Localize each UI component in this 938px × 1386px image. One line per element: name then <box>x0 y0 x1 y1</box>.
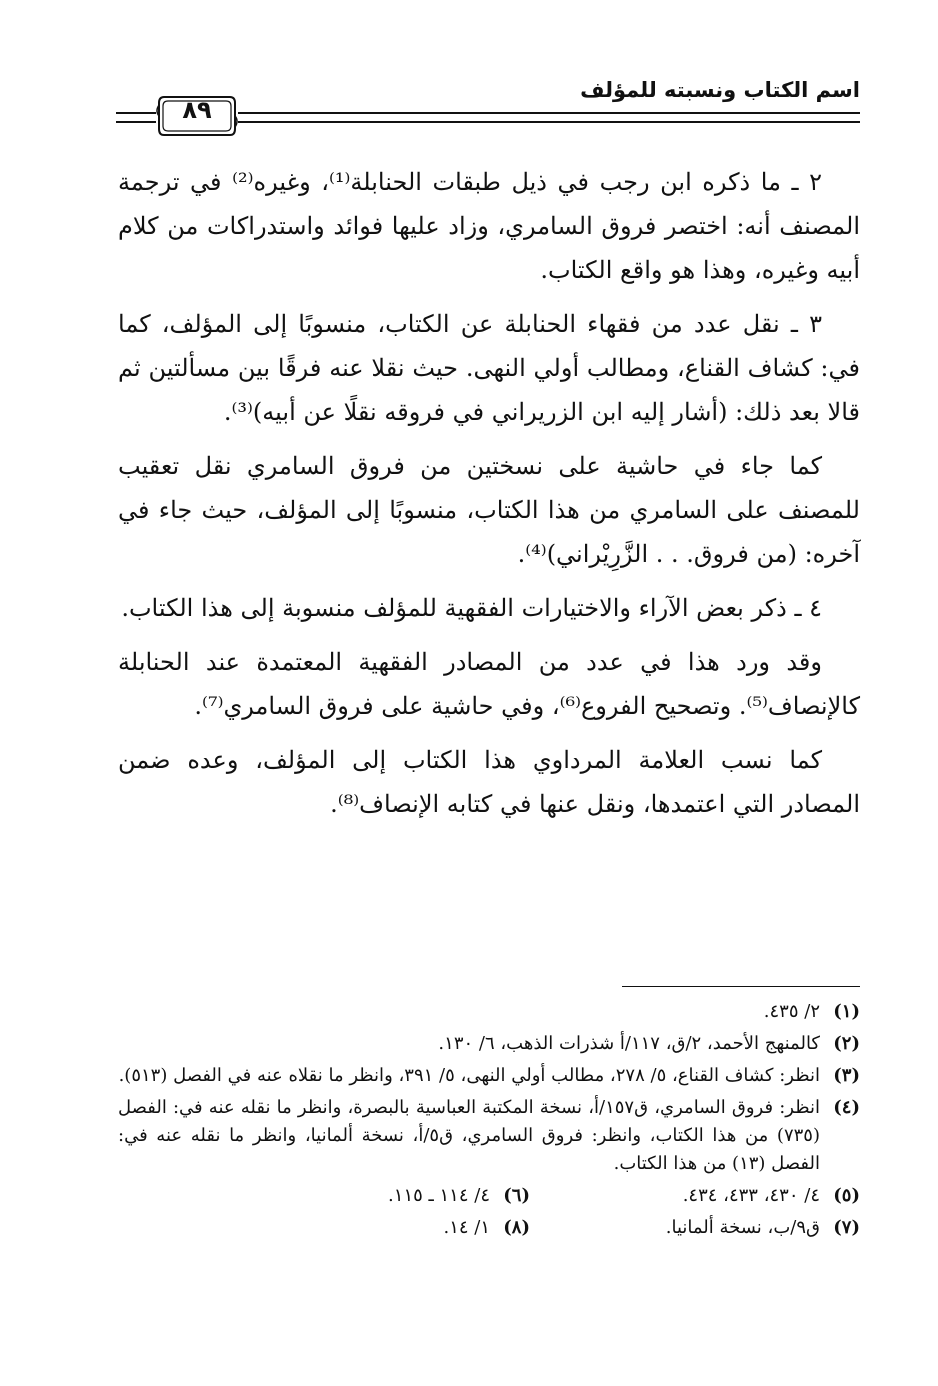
footnote-number: (٢) <box>833 1033 860 1054</box>
footnote-5 <box>530 1182 860 1210</box>
paragraph-mardawi: كما نسب العلامة المرداوي هذا الكتاب إلى المؤلف، وعده ضمن المصادر التي اعتمدها، ونقل عنها في كتابه الإنصاف⁽⁸⁾. <box>118 746 860 818</box>
footnote-2 <box>118 1030 860 1058</box>
page-number-badge <box>156 91 238 141</box>
main-text <box>118 160 860 836</box>
paragraph-sources: وقد ورد هذا في عدد من المصادر الفقهية المعتمدة عند الحنابلة كالإنصاف⁽⁵⁾. وتصحيح الفروع⁽⁶⁾، وفي حاشية على فروق السامري⁽⁷⁾. <box>118 648 860 720</box>
footnote-6 <box>200 1182 530 1210</box>
footnote-8 <box>200 1214 530 1242</box>
paragraph-4: ٤ ـ ذكر بعض الآراء والاختيارات الفقهية للمؤلف منسوبة إلى هذا الكتاب. <box>121 594 822 622</box>
footnote-text: ٤/ ١١٤ ـ ١١٥. <box>388 1185 490 1206</box>
running-header-title: اسم الكتاب ونسبته للمؤلف <box>580 78 860 102</box>
footnote-text: ٢/ ٤٣٥. <box>763 1001 820 1022</box>
page-number: ٨٩ <box>182 96 212 124</box>
paragraph-2: ٢ ـ ما ذكره ابن رجب في ذيل طبقات الحنابلة⁽¹⁾، وغيره⁽²⁾ في ترجمة المصنف أنه: اختصر فروق السامري، وزاد عليها فوائد واستدراكات من كلام أبيه وغيره، وهذا هو واقع الكتاب. <box>118 168 860 284</box>
footnote-pair-7-8 <box>118 1214 860 1242</box>
footnote-text: ١/ ١٤. <box>443 1217 490 1238</box>
footnote-1 <box>118 998 860 1026</box>
footnote-text: ٤/ ٤٣٠، ٤٣٣، ٤٣٤. <box>682 1185 820 1206</box>
footnote-text: انظر: فروق السامري، ق١٥٧/أ، نسخة المكتبة العباسية بالبصرة، وانظر ما نقله عنه في: الفصل (٧٣٥) من هذا الكتاب، وانظر: فروق السامري، ق٥/أ، نسخة ألمانيا، وانظر ما نقله عنه في: الفصل (١٣) من هذا الكتاب. <box>118 1097 820 1174</box>
footnote-text: كالمنهج الأحمد، ٢/ق، ١١٧/أ شذرات الذهب، ٦/ ١٣٠. <box>438 1033 820 1054</box>
footnote-number: (٦) <box>503 1185 530 1206</box>
footnote-number: (١) <box>833 1001 860 1022</box>
paragraph-3: ٣ ـ نقل عدد من فقهاء الحنابلة عن الكتاب، منسوبًا إلى المؤلف، كما في: كشاف القناع، ومطالب أولي النهى. حيث نقلا عنه فرقًا بين مسألتين ثم قالا بعد ذلك: (أشار إليه ابن الزريراني في فروقه نقلًا عن أبيه)⁽³⁾. <box>118 310 860 426</box>
footnote-3 <box>118 1062 860 1090</box>
footnote-number: (٧) <box>833 1217 860 1238</box>
footnote-number: (٣) <box>833 1065 860 1086</box>
footnote-separator <box>622 986 860 987</box>
footnote-4 <box>118 1094 860 1178</box>
footnote-number: (٤) <box>833 1097 860 1118</box>
footnotes <box>118 998 860 1246</box>
footnote-text: ق٩/ب، نسخة ألمانيا. <box>665 1217 820 1238</box>
footnote-pair-5-6 <box>118 1182 860 1210</box>
header-double-rule-left <box>116 112 156 123</box>
footnote-number: (٥) <box>833 1185 860 1206</box>
footnote-text: انظر: كشاف القناع، ٥/ ٢٧٨، مطالب أولي النهى، ٥/ ٣٩١، وانظر ما نقلاه عنه في الفصل (٥١٣). <box>118 1065 820 1086</box>
footnote-number: (٨) <box>503 1217 530 1238</box>
footnote-7 <box>530 1214 860 1242</box>
header-double-rule <box>238 112 860 123</box>
paragraph-margin-note: كما جاء في حاشية على نسختين من فروق السامري نقل تعقيب للمصنف على السامري من هذا الكتاب، منسوبًا إلى المؤلف، حيث جاء في آخره: (من فروق. . . الزَّرِيْراني)⁽⁴⁾. <box>118 452 860 568</box>
